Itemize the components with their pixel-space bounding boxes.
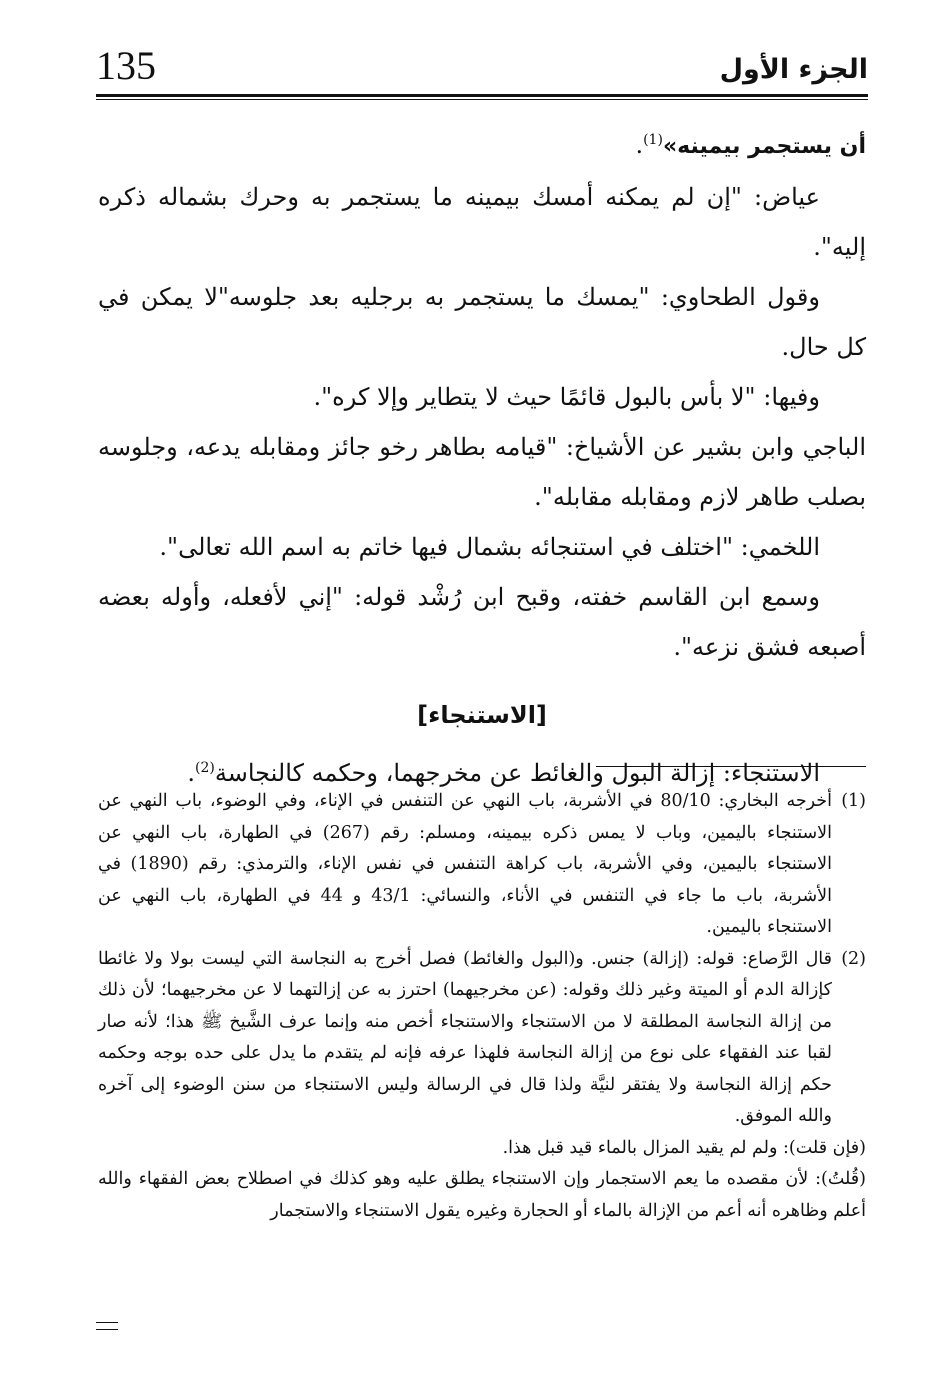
footnote-answer: (قُلتُ): لأن مقصده ما يعم الاستجمار وإن الاستنجاء يطلق عليه وهو كذلك في اصطلاح بعض الفقهاء والله أعلم وظاهره أنه أعم من الإزالة بالماء أو الحجارة وغيره يقول الاستنجاء والاستجمار [98,1169,866,1221]
page-header [96,40,868,100]
section-heading: [الاستنجاء] [417,701,547,729]
page-number: 135 [96,43,156,88]
definition-text: الاستنجاء: إزالة البول والغائط عن مخرجهما، وحكمه كالنجاسة [214,759,820,787]
footnote-2 [98,944,866,1133]
definition-end: . [187,759,196,787]
opening-line [98,120,866,172]
continuation-mark [96,1322,118,1330]
opening-line-end: . [635,131,644,159]
footnote-separator [596,766,866,767]
footnote-question: (فإن قلت): ولم لم يقيد المزال بالماء قيد قبل هذا. [502,1137,866,1158]
footnote-ref-2: (2) [195,760,215,776]
footnote-1-text: أخرجه البخاري: 80/10 في الأشربة، باب النهي عن التنفس في الإناء، وفي الوضوء، باب النهي عن الاستنجاء باليمين، وباب لا يمس ذكره بيمينه، ومسلم: رقم (267) في الطهارة، باب النهي عن الاستنجاء باليمين، وفي الأشربة، باب كراهة التنفس في نفس الإناء، والترمذي: رقم (1890) في الأشربة، باب ما جاء في التنفس في الأناء، والنسائي: 43/1 و 44 في الطهارة، باب النهي عن الاستنجاء باليمين. [98,791,833,937]
footnote-1 [98,786,866,944]
main-text [98,120,866,798]
footnote-ref-1: (1) [643,132,663,148]
paragraph-lakhmi: اللخمي: "اختلف في استنجائه بشمال فيها خاتم به اسم الله تعالى". [159,533,820,561]
paragraph-tahawi: وقول الطحاوي: "يمسك ما يستجمر به برجليه بعد جلوسه"لا يمكن في كل حال. [98,283,866,361]
footnote-2-text: قال الرَّصاع: قوله: (إزالة) جنس. و(البول والغائط) فصل أخرج به النجاسة التي ليست بولا ولا غائطا كإزالة الدم أو الميتة وغير ذلك وقوله: (عن مخرجيهما) احترز به عن إزالتهما لا عن مخرجيهما؛ لأن ذلك من إزالة النجاسة المطلقة لا من الاستنجاء والاستنجاء أخص منه وإنما عرف الشَّيخ ﷺ هذا؛ لأنه صار لقبا عند الفقهاء على نوع من إزالة النجاسة فلهذا عرفه فإنه لم يتقدم ما يدل على حده بوجه وحكمه حكم إزالة النجاسة ولا يفتقر لنيَّة ولذا قال في الرسالة وليس الاستنجاء من سنن الوضوء إلى آخره والله الموفق. [98,948,832,1126]
footnote-2-number: (2) [841,948,866,969]
paragraph-baji: الباجي وابن بشير عن الأشياخ: "قيامه بطاهر رخو جائز ومقابله يدعه، وجلوسه بصلب طاهر لازم ومقابله مقابله". [98,433,866,511]
paragraph-ibn-qasim: وسمع ابن القاسم خفته، وقبح ابن رُشْد قوله: "إني لأفعله، وأوله بعضه أصبعه فشق نزعه". [98,583,866,661]
paragraph-iyad: عياض: "إن لم يمكنه أمسك بيمينه ما يستجمر به وحرك بشماله ذكره إليه". [98,183,866,261]
header-rule [96,94,868,100]
running-title: الجزء الأول [719,54,868,85]
footnotes [98,786,866,1227]
footnote-1-number: (1) [841,791,866,811]
paragraph-fiha: وفيها: "لا بأس بالبول قائمًا حيث لا يتطاير وإلا كره". [313,383,820,411]
hadith-quote-end: أن يستجمر بيمينه» [662,134,866,159]
